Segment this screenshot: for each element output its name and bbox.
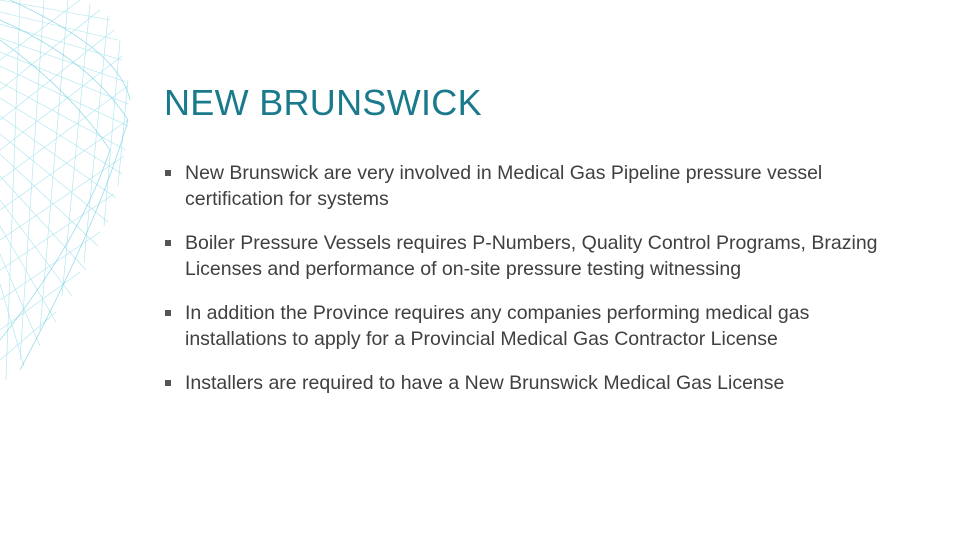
bullet-text: Installers are required to have a New Brunswick Medical Gas License	[185, 372, 785, 394]
square-bullet-icon	[165, 170, 171, 176]
bullet-text: In addition the Province requires any companies performing medical gas installations to apply for a Provincial Medical Gas Contractor License	[185, 302, 810, 350]
bullet-list	[164, 160, 904, 414]
bullet-text: New Brunswick are very involved in Medical Gas Pipeline pressure vessel certification for systems	[185, 162, 823, 210]
bullet-item	[164, 160, 904, 212]
square-bullet-icon	[165, 240, 171, 246]
bullet-item	[164, 370, 904, 396]
bullet-item	[164, 300, 904, 352]
bullet-text: Boiler Pressure Vessels requires P-Numbers, Quality Control Programs, Brazing Licenses and performance of on-site pressure testing witnessing	[185, 232, 878, 280]
square-bullet-icon	[165, 380, 171, 386]
square-bullet-icon	[165, 310, 171, 316]
slide-title: NEW BRUNSWICK	[164, 82, 482, 123]
bullet-item	[164, 230, 904, 282]
wireframe-decoration	[0, 0, 160, 400]
